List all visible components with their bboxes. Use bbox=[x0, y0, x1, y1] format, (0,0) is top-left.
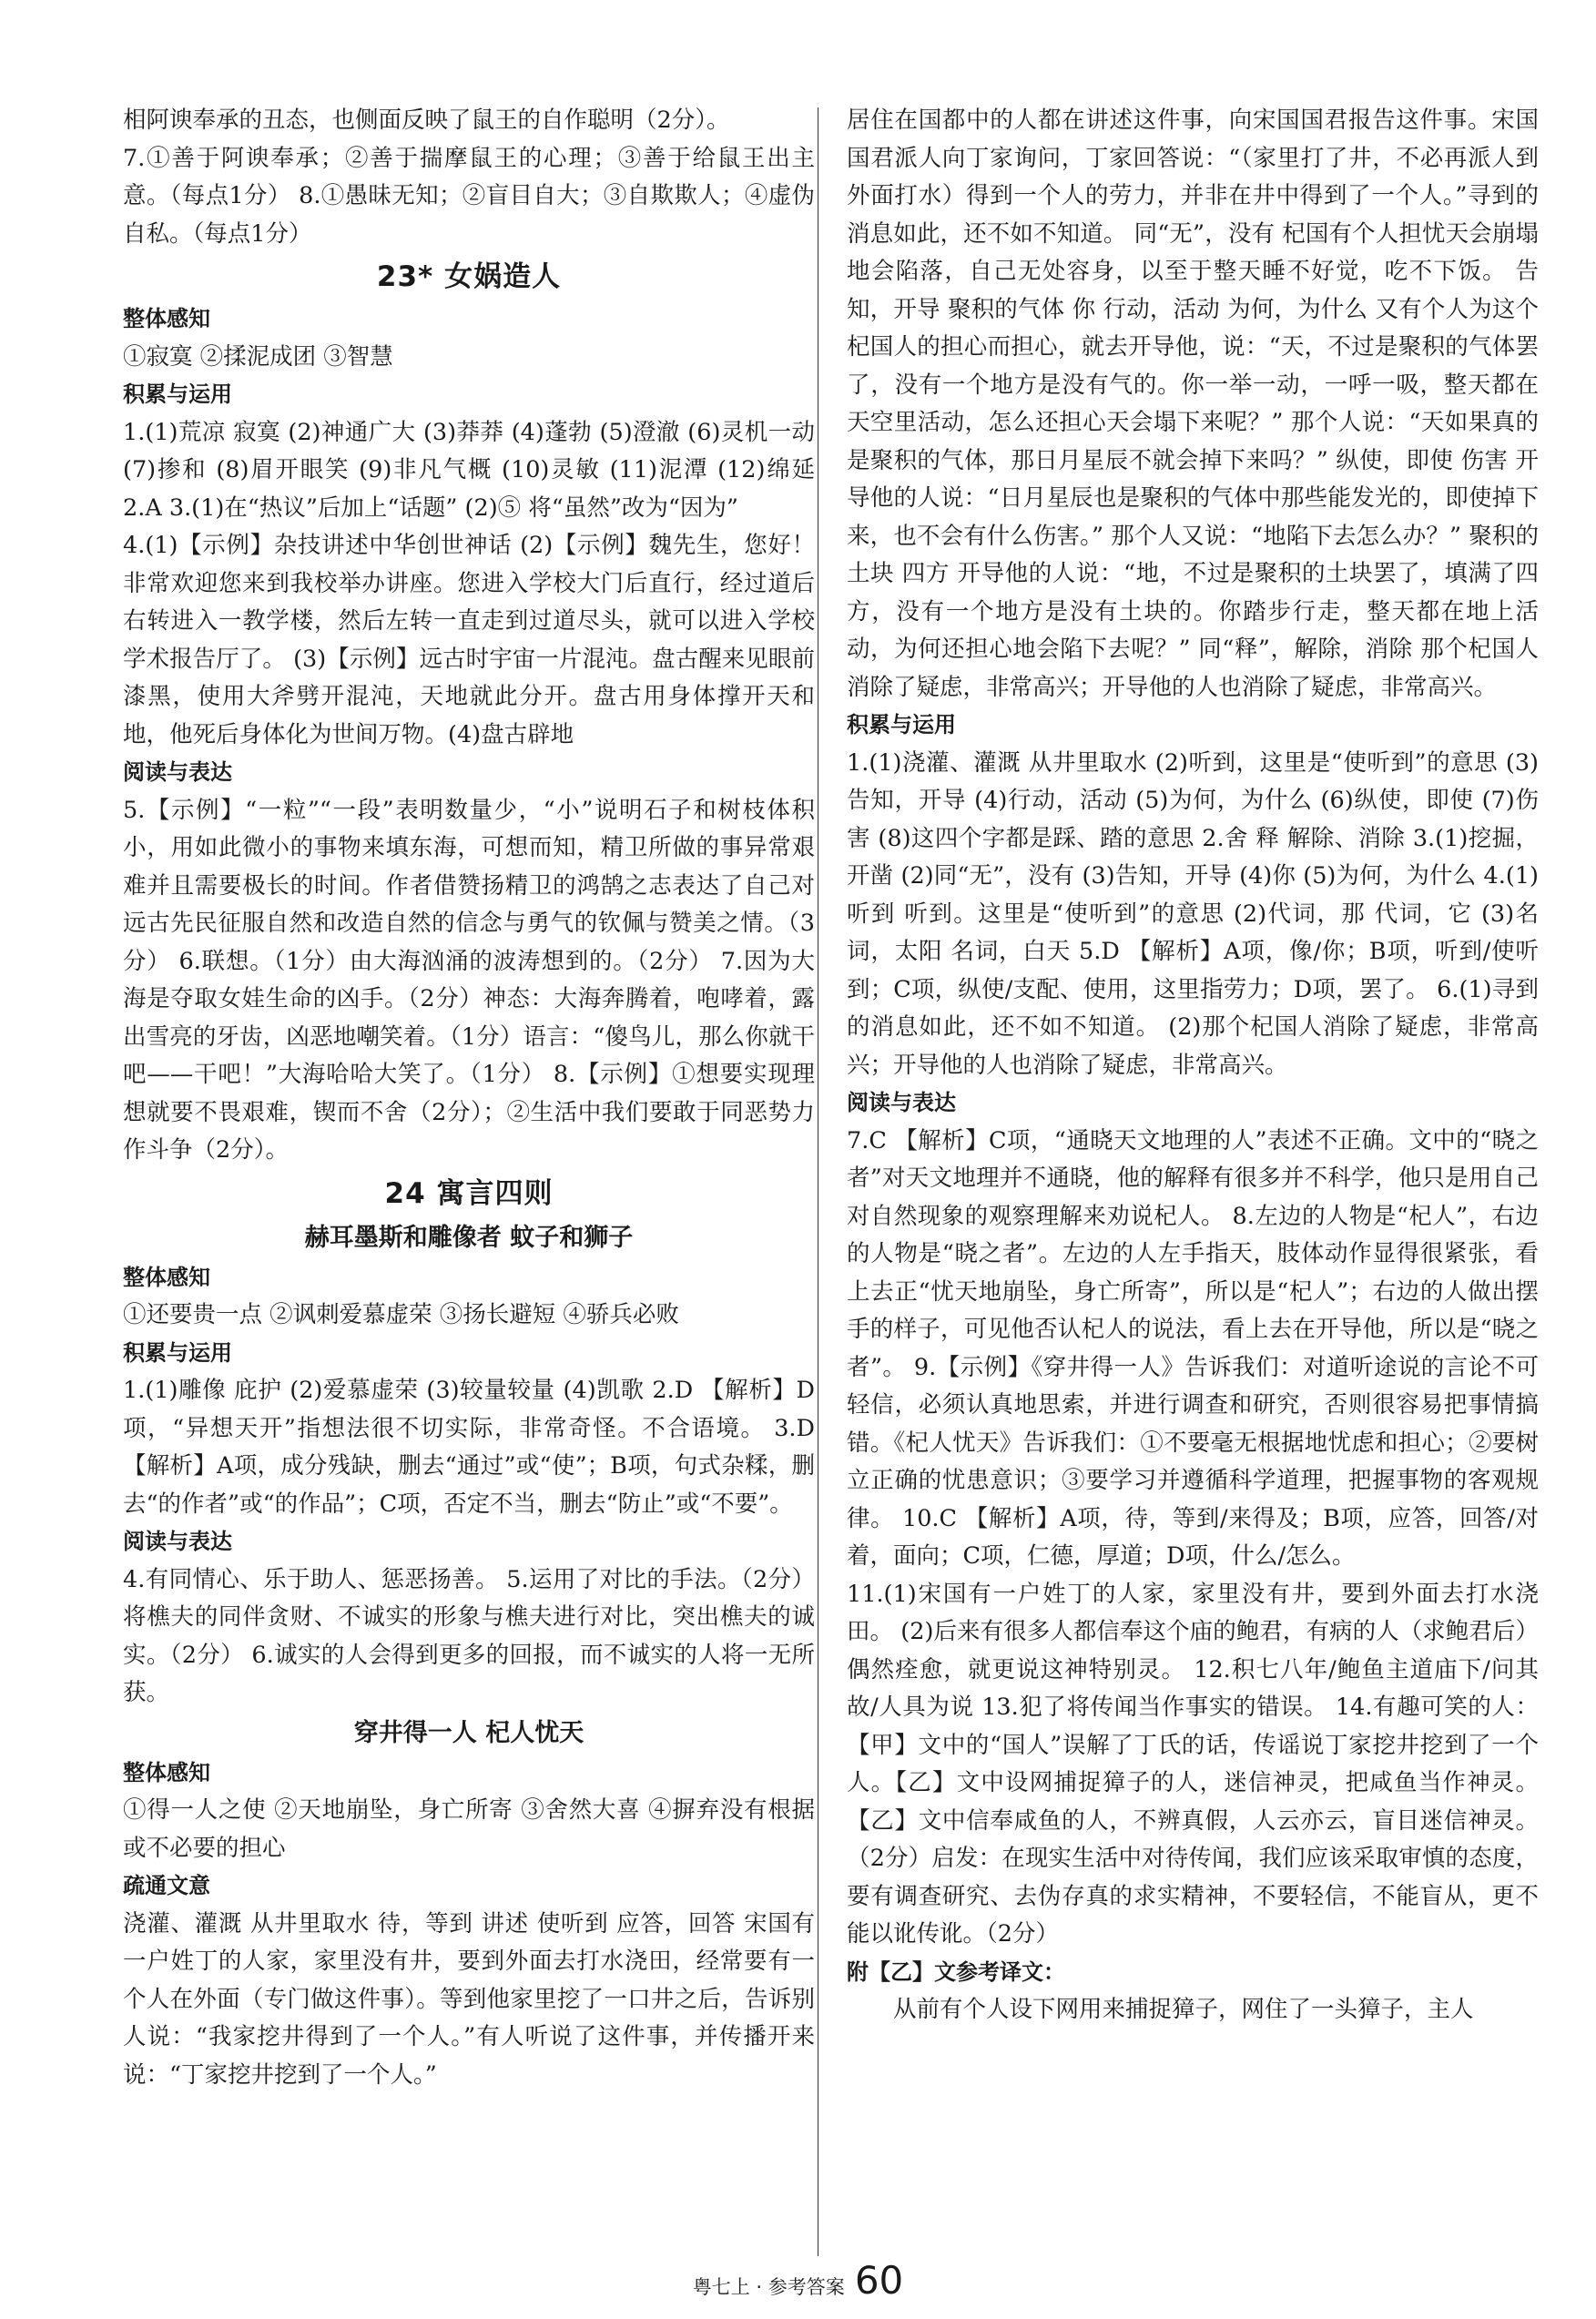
section-heading: 阅读与表达 bbox=[847, 1090, 956, 1115]
paragraph: 相阿谀奉承的丑态，也侧面反映了鼠王的自作聪明（2分）。 bbox=[123, 107, 730, 134]
lesson-title-23: 23* 女娲造人 bbox=[376, 260, 562, 293]
subtitle: 赫耳墨斯和雕像者 蚊子和狮子 bbox=[304, 1223, 634, 1252]
lesson-title-24: 24 寓言四则 bbox=[384, 1176, 554, 1210]
paragraph: ①得一人之使 ②天地崩坠，身亡所寄 ③舍然大喜 ④摒弃没有根据或不必要的担心 bbox=[123, 1796, 815, 1862]
paragraph: 1.(1)雕像 庇护 (2)爱慕虚荣 (3)较量较量 (4)凯歌 2.D 【解析】D项，“异想天开”指想法很不切实际，非常奇怪。不合语境。 3.D 【解析】A项，成分残缺，删去“通过”或“使”；B项，句式杂糅，删去“的作者”或“的作品”；C项，否定不当，删去“防止”或“不要”。 bbox=[123, 1377, 815, 1518]
section-heading: 疏通文意 bbox=[123, 1873, 210, 1898]
paragraph: 11.(1)宋国有一户姓丁的人家，家里没有井，要到外面去打水浇田。 (2)后来有很多人都信奉这个庙的鲍君，有病的人（求鲍君后）偶然痊愈，就更说这神特别灵。 12.积七八年/鲍鱼主道庙下/问其故/人具为说 13.犯了将传闻当作事实的错误。 14.有趣可笑的人：【甲】文中的“国人”误解了丁氏的话，传谣说丁家挖井挖到了一个人。【乙】文中设网捕捉獐子的人，迷信神灵，把咸鱼当作神灵。【乙】文中信奉咸鱼的人，不辨真假，人云亦云，盲目迷信神灵。（2分）启发：在现实生活中对待传闻，我们应该采取审慎的态度，要有调查研究、去伪存真的求实精神，不要轻信，不能盲从，更不能以讹传讹。（2分） bbox=[847, 1580, 1539, 1948]
paragraph: 居住在国都中的人都在讲述这件事，向宋国国君报告这件事。宋国国君派人向丁家询问，丁家回答说：“（家里打了井，不必再派人到外面打水）得到一个人的劳力，并非在井中得到了一个人。”寻到的消息如此，还不如不知道。 同“无”，没有 杞国有个人担忧天会崩塌地会陷落，自己无处容身，以至于整天睡不好觉，吃不下饭。 告知，开导 聚积的气体 你 行动，活动 为何，为什么 又有个人为这个杞国人的担心而担心，就去开导他，说：“天，不过是聚积的气体罢了，没有一个地方是没有气的。你一举一动，一呼一吸，整天都在天空里活动，怎么还担心天会塌下来呢？” 那个人说：“天如果真的是聚积的气体，那日月星辰不就会掉下来吗？” 纵使，即使 伤害 开导他的人说：“日月星辰也是聚积的气体中那些能发光的，即使掉下来，也不会有什么伤害。” 那个人又说：“地陷下去怎么办？” 聚积的土块 四方 开导他的人说：“地，不过是聚积的土块罢了，填满了四方，没有一个地方是没有土块的。你踏步行走，整天都在地上活动，为何还担心地会陷下去呢？” 同“释”，解除，消除 那个杞国人消除了疑虑，非常高兴；开导他的人也消除了疑虑，非常高兴。 bbox=[847, 107, 1539, 701]
page-number: 60 bbox=[854, 2258, 904, 2303]
section-heading: 阅读与表达 bbox=[123, 1529, 232, 1554]
section-heading: 积累与运用 bbox=[847, 712, 956, 737]
paragraph: 4.有同情心、乐于助人、惩恶扬善。 5.运用了对比的手法。（2分）将樵夫的同伴贪财、不诚实的形象与樵夫进行对比，突出樵夫的诚实。（2分） 6.诚实的人会得到更多的回报，而不诚实的人将一无所获。 bbox=[123, 1565, 815, 1706]
paragraph: 7.C 【解析】C项，“通晓天文地理的人”表述不正确。文中的“晓之者”对天文地理并不通晓，他的解释有很多并不科学，他只是用自己对自然现象的观察理解来劝说杞人。 8.左边的人物是“杞人”，右边的人物是“晓之者”。左边的人左手指天，肢体动作显得很紧张，看上去正“忧天地崩坠，身亡所寄”，所以是“杞人”；右边的人做出摆手的样子，可见他否认杞人的说法，看上去在开导他，所以是“晓之者”。 9.【示例】《穿井得一人》告诉我们：对道听途说的言论不可轻信，必须认真地思索，并进行调查和研究，否则很容易把事情搞错。《杞人忧天》告诉我们：①不要毫无根据地忧虑和担心；②要树立正确的忧患意识；③要学习并遵循科学道理，把握事物的客观规律。 10.C 【解析】A项，待，等到/来得及；B项，应答，回答/对着，面向；C项，仁德，厚道；D项，什么/怎么。 bbox=[847, 1126, 1539, 1570]
footer-label: 粤七上 · 参考答案 bbox=[692, 2276, 845, 2298]
section-heading: 整体感知 bbox=[123, 1759, 210, 1785]
paragraph: 浇灌、灌溉 从井里取水 待，等到 讲述 使听到 应答，回答 宋国有一户姓丁的人家，家里没有井，要到外面去打水浇田，经常要有一个人在外面（专门做这件事）。等到他家里挖了一口井之后，告诉别人说：“我家挖井得到了一个人。”有人听说了这件事，并传播开来说：“丁家挖井挖到了一个人。” bbox=[123, 1909, 815, 2089]
section-heading: 整体感知 bbox=[123, 306, 210, 331]
left-column bbox=[123, 102, 815, 2094]
section-heading: 整体感知 bbox=[123, 1264, 210, 1290]
paragraph: 5.【示例】“一粒”“一段”表明数量少，“小”说明石子和树枝体积小，用如此微小的事物来填东海，可想而知，精卫所做的事异常艰难并且需要极长的时间。作者借赞扬精卫的鸿鹄之志表达了自己对远古先民征服自然和改造自然的信念与勇气的钦佩与赞美之情。（3分） 6.联想。（1分）由大海汹涌的波涛想到的。（2分） 7.因为大海是夺取女娃生命的凶手。（2分）神态：大海奔腾着，咆哮着，露出雪亮的牙齿，凶恶地嘲笑着。（1分）语言：“傻鸟儿，那么你就干吧——干吧！”大海哈哈大笑了。（1分） 8.【示例】①想要实现理想就要不畏艰难，锲而不舍（2分）；②生活中我们要敢于同恶势力作斗争（2分）。 bbox=[123, 796, 815, 1164]
section-heading: 积累与运用 bbox=[123, 1339, 232, 1366]
paragraph: 1.(1)浇灌、灌溉 从井里取水 (2)听到，这里是“使听到”的意思 (3)告知，开导 (4)行动，活动 (5)为何，为什么 (6)纵使，即使 (7)伤害 (8)这四个字都是踩、踏的意思 2.舍 释 解除、消除 3.(1)挖掘，开凿 (2)同“无”，没有 (3)告知，开导 (4)你 (5)为何，为什么 4.(1)听到 听到。这里是“使听到”的意思 (2)代词，那 代词，它 (3)名词，太阳 名词，白天 5.D 【解析】A项，像/你；B项，听到/使听到；C项，纵使/支配、使用，这里指劳力；D项，罢了。 6.(1)寻到的消息如此，还不如不知道。 (2)那个杞国人消除了疑虑，非常高兴；开导他的人也消除了疑虑，非常高兴。 bbox=[847, 748, 1539, 1079]
page-footer bbox=[0, 2258, 1596, 2303]
paragraph: ①还要贵一点 ②讽刺爱慕虚荣 ③扬长避短 ④骄兵必败 bbox=[123, 1301, 679, 1328]
paragraph: 4.(1)【示例】杂技讲述中华创世神话 (2)【示例】魏先生，您好！非常欢迎您来到我校举办讲座。您进入学校大门后直行，经过道后右转进入一教学楼，然后左转一直走到过道尽头，就可以进入学校学术报告厅了。 (3)【示例】远古时宇宙一片混沌。盘古醒来见眼前漆黑，使用大斧劈开混沌，天地就此分开。盘古用身体撑开天和地，他死后身体化为世间万物。(4)盘古辟地 bbox=[123, 532, 815, 748]
section-heading: 积累与运用 bbox=[123, 381, 232, 407]
section-heading: 附【乙】文参考译文： bbox=[847, 1958, 1065, 1985]
right-column bbox=[847, 102, 1539, 2029]
paragraph: 1.(1)荒凉 寂寞 (2)神通广大 (3)莽莽 (4)蓬勃 (5)澄澈 (6)灵机一动 (7)掺和 (8)眉开眼笑 (9)非凡气概 (10)灵敏 (11)泥潭 (12)绵延 2.A 3.(1)在“热议”后加上“话题” (2)⑤ 将“虽然”改为“因为” bbox=[123, 418, 815, 522]
subtitle: 穿井得一人 杞人忧天 bbox=[353, 1718, 585, 1747]
paragraph: 从前有个人设下网用来捕捉獐子，网住了一头獐子，主人 bbox=[893, 1996, 1474, 2023]
paragraph: 7.①善于阿谀奉承；②善于揣摩鼠王的心理；③善于给鼠王出主意。（每点1分） 8.①愚昧无知；②盲目自大；③自欺欺人；④虚伪自私。（每点1分） bbox=[123, 144, 815, 248]
paragraph: ①寂寞 ②揉泥成团 ③智慧 bbox=[123, 342, 393, 371]
section-heading: 阅读与表达 bbox=[123, 759, 232, 785]
